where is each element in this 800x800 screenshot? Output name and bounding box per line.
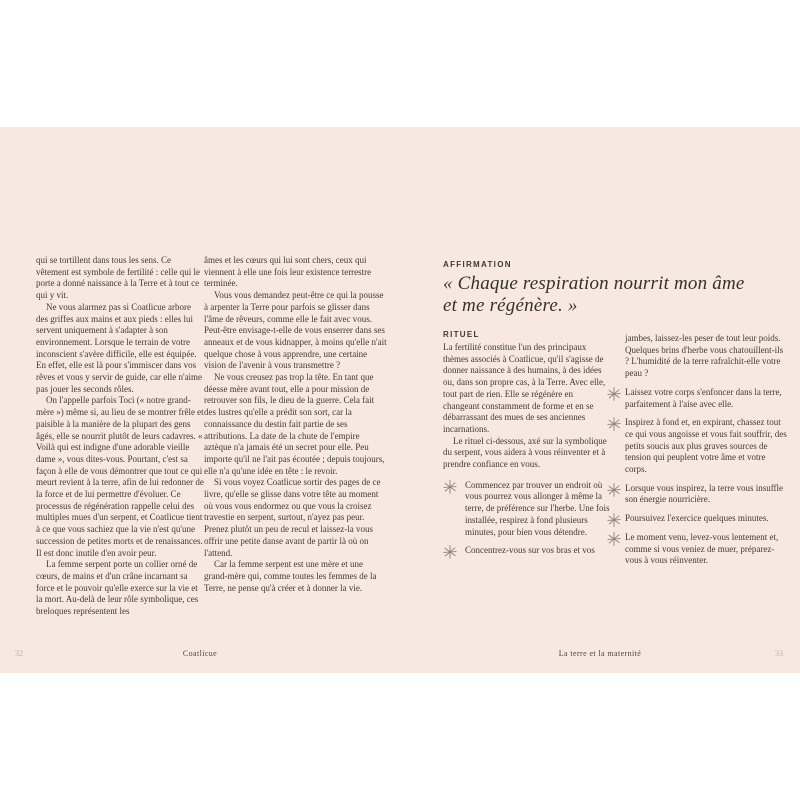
left-page-column-2 — [204, 255, 387, 594]
body-paragraph: Ne vous creusez pas trop la tête. En tant que déesse mère avant tout, elle a pour mission de retrouver son fils, le dieu de la guerre. Cela fait des lustres qu'elle a prédit son sort, car la connaissance du destin fait partie de ses attributions. La date de la chute de l'empire aztèque n'a jamais été un secret pour elle. Peu importe qu'il ne l'ait pas écoutée ; depuis toujours, elle n'a qu'une idée en tête : le revoir. — [204, 372, 385, 476]
ritual-intro-paragraph: La fertilité constitue l'un des principaux thèmes associés à Coatlicue, qu'il s'agisse de donner naissance à des humains, à des idées ou, dans son propre cas, à la Terre. Avec elle, tout part de rien. Elle se régénère en changeant constamment de forme et en se débarrassant des mues de ses anciennes incarnations. — [443, 342, 606, 434]
affirmation-quote: « Chaque respiration nourrit mon âme et me régénère. » — [443, 273, 745, 316]
right-page-number: 33 — [775, 649, 783, 658]
ritual-step — [443, 545, 611, 557]
ritual-step-text: Inspirez à fond et, en expirant, chassez tout ce qui vous angoisse et vous fait souffrir, des petits soucis aux plus graves sources de tension qui peuplent votre âme et votre corps. — [625, 417, 787, 475]
sparkle-star-icon — [607, 532, 621, 550]
ritual-step — [607, 483, 787, 506]
ritual-step-text: Concentrez-vous sur vos bras et vos — [465, 545, 595, 556]
body-paragraph: âmes et les cœurs qui lui sont chers, ceux qui viennent à elle une fois leur existence terrestre terminée. — [204, 255, 372, 289]
sparkle-star-icon — [607, 417, 621, 435]
left-page-column-1 — [36, 255, 204, 618]
ritual-steps-list — [443, 480, 611, 557]
ritual-step — [607, 513, 787, 525]
body-paragraph: qui se tortillent dans tous les sens. Ce vêtement est symbole de fertilité : celle qui le porte a donné naissance à la Terre et à tout ce qui y vit. — [36, 255, 200, 301]
ritual-step — [607, 417, 787, 476]
ritual-step-text: Poursuivez l'exercice quelques minutes. — [625, 513, 769, 524]
book-spread-background — [0, 127, 800, 673]
body-paragraph: Si vous voyez Coatlicue sortir des pages de ce livre, qu'elle se glisse dans votre tête au moment où vous vous endormez ou que vous la croisez travestie en serpent, surtout, n'ayez pas peur. Prenez plutôt un peu de recul et laissez-la vous offrir une petite danse avant de partir là où on l'attend. — [204, 477, 381, 558]
ritual-step-text: Commencez par trouver un endroit où vous pourrez vous allonger à même la terre, de préférence sur l'herbe. Une fois installée, respirez à fond plusieurs minutes, pour bien vous détendre. — [465, 479, 610, 537]
affirmation-section-label: AFFIRMATION — [443, 260, 512, 269]
ritual-step — [607, 532, 787, 567]
ritual-step — [443, 480, 611, 539]
ritual-step-text: Le moment venu, levez-vous lentement et, comme si vous veniez de muer, préparez-vous à vous réinventer. — [625, 531, 779, 566]
ritual-step-text: Lorsque vous inspirez, la terre vous insuffle son énergie nourricière. — [625, 482, 784, 505]
ritual-section-label: RITUEL — [443, 330, 480, 339]
right-running-title: La terre et la maternité — [558, 649, 642, 658]
body-paragraph: La femme serpent porte un collier orné de cœurs, de mains et d'un crâne incarnant sa force et le pouvoir qu'elle exerce sur la vie et la mort. Au-delà de leur rôle symbolique, ces breloques représentent les — [36, 559, 199, 617]
left-running-title: Coatlicue — [182, 649, 218, 658]
body-paragraph: Vous vous demandez peut-être ce qui la pousse à arpenter la Terre pour parfois se glisser dans l'âme de rêveurs, comme elle le fait avec vous. Peut-être envisage-t-elle de vous enserrer dans ses anneaux et de vous kidnapper, à moins qu'elle n'ait quelque chose à vous apprendre, une certaine vision de l'avenir à vous transmettre ? — [204, 290, 387, 371]
ritual-column-2 — [607, 333, 787, 567]
sparkle-star-icon — [607, 483, 621, 501]
sparkle-star-icon — [607, 513, 621, 531]
ritual-step-text: Laissez votre corps s'enfoncer dans la terre, parfaitement à l'aise avec elle. — [625, 386, 782, 409]
ritual-step-continuation: jambes, laissez-les peser de tout leur poids. Quelques brins d'herbe vous chatouillent-ils ? L'humidité de la terre rafraîchit-elle votre peau ? — [625, 333, 784, 379]
sparkle-star-icon — [443, 480, 457, 498]
ritual-step — [607, 387, 787, 410]
body-paragraph: Ne vous alarmez pas si Coatlicue arbore des griffes aux mains et aux pieds : elles lui servent uniquement à s'adapter à son environnement. Lorsque le terrain de votre inconscient s'avère difficile, elle est équipée. En effet, elle est là pour s'immiscer dans vos rêves et vous y servir de guide, car elle n'aime pas jouer les seconds rôles. — [36, 301, 203, 394]
left-page-number: 32 — [15, 649, 23, 658]
sparkle-star-icon — [443, 545, 457, 563]
sparkle-star-icon — [607, 387, 621, 405]
ritual-column-1 — [443, 342, 611, 557]
body-paragraph: Car la femme serpent est une mère et une grand-mère qui, comme toutes les femmes de la Terre, ne pense qu'à créer et à donner la vie. — [204, 559, 377, 593]
body-paragraph: On l'appelle parfois Toci (« notre grand-mère ») même si, au lieu de se montrer frêle et paisible à la manière de la plupart des gens âgés, elle se nourrit plutôt de leurs cadavres. « Voilà qui est indigne d'une adorable vieille dame », vous dites-vous. Pourtant, c'est sa façon à elle de vous démontrer que tout ce qui meurt revient à la terre, afin de lui redonner de la force et de lui permettre d'évoluer. Ce processus de régénération rappelle celui des multiples mues d'un serpent, et Coatlicue tient à ce que vous sachiez que la vie n'est qu'une succession de petites morts et de renaissances. Il est donc inutile d'en avoir peur. — [36, 395, 204, 558]
ritual-intro-paragraph: Le rituel ci-dessous, axé sur la symbolique du serpent, vous aidera à vous réinventer et à prendre confiance en vous. — [443, 435, 607, 470]
